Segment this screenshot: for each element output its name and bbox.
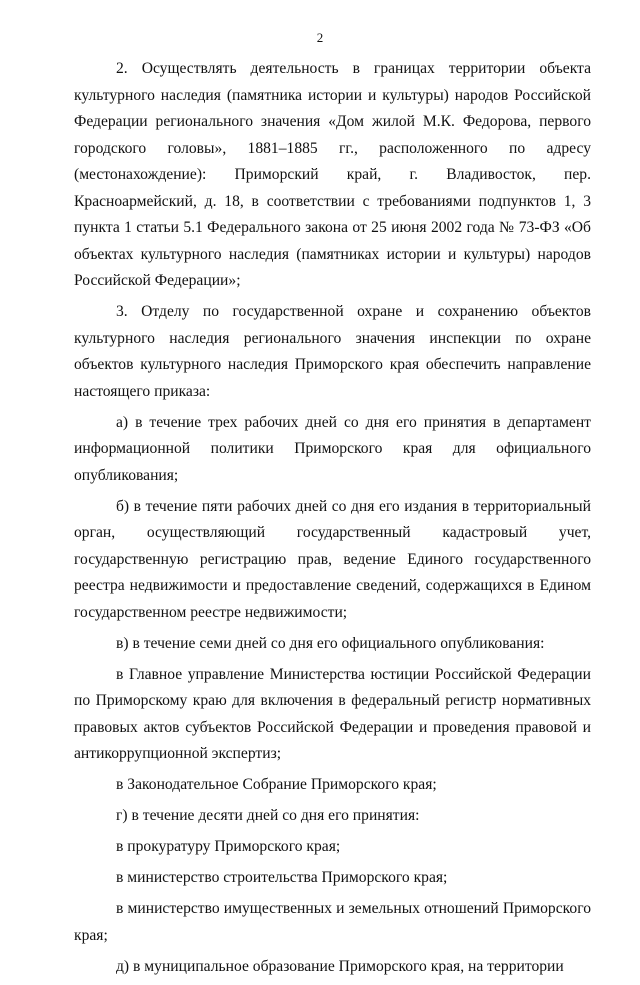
paragraph-ministry-justice: в Главное управление Министерства юстиции Российской Федерации по Приморскому краю для включения в федеральный регистр нормативных правовых актов субъектов Российской Федерации и проведения правовой и антикоррупционной экспертиз;: [74, 665, 591, 762]
paragraph-item-2: 2. Осуществлять деятельность в границах территории объекта культурного наследия (памятника истории и культуры) народов Российской Федерации регионального значения «Дом жилой М.К. Федорова, первого городского головы», 1881–1885 гг., расположенного по адресу (местонахождение): Приморский край, г. Владивосток, пер. Красноармейский, д. 18, в соответствии с требованиями подпунктов 1, 3 пункта 1 статьи 5.1 Федерального закона от 25 июня 2002 года № 73-ФЗ «Об объектах культурного наследия (памятниках истории и культуры) народов Российской Федерации»;: [74, 60, 591, 289]
paragraph-subitem-d: д) в муниципальное образование Приморского края, на территории: [116, 957, 564, 975]
paragraph-subitem-b: б) в течение пяти рабочих дней со дня его издания в территориальный орган, осуществляющий государственный кадастровый учет, государственную регистрацию прав, ведение Единого государственного реестра недвижимости и предоставление сведений, содержащихся в Едином государственном реестре недвижимости;: [74, 497, 591, 621]
paragraph-legislative-assembly: в Законодательное Собрание Приморского края;: [116, 776, 437, 793]
paragraph-item-3: 3. Отделу по государственной охране и сохранению объектов культурного наследия регионального значения инспекции по охране объектов культурного наследия Приморского края обеспечить направление настоящего приказа:: [74, 303, 591, 400]
paragraph-subitem-g: г) в течение десяти дней со дня его принятия:: [116, 807, 420, 824]
page-number: 2: [316, 30, 324, 45]
paragraph-prosecutor: в прокуратуру Приморского края;: [116, 838, 341, 855]
document-body: [74, 56, 591, 985]
paragraph-ministry-property: в министерство имущественных и земельных отношений Приморского края;: [74, 900, 591, 944]
paragraph-subitem-a: а) в течение трех рабочих дней со дня его принятия в департамент информационной политики Приморского края для официального опубликования;: [74, 413, 591, 484]
paragraph-ministry-construction: в министерство строительства Приморского края;: [116, 869, 448, 886]
paragraph-subitem-v: в) в течение семи дней со дня его официального опубликования:: [116, 634, 545, 652]
